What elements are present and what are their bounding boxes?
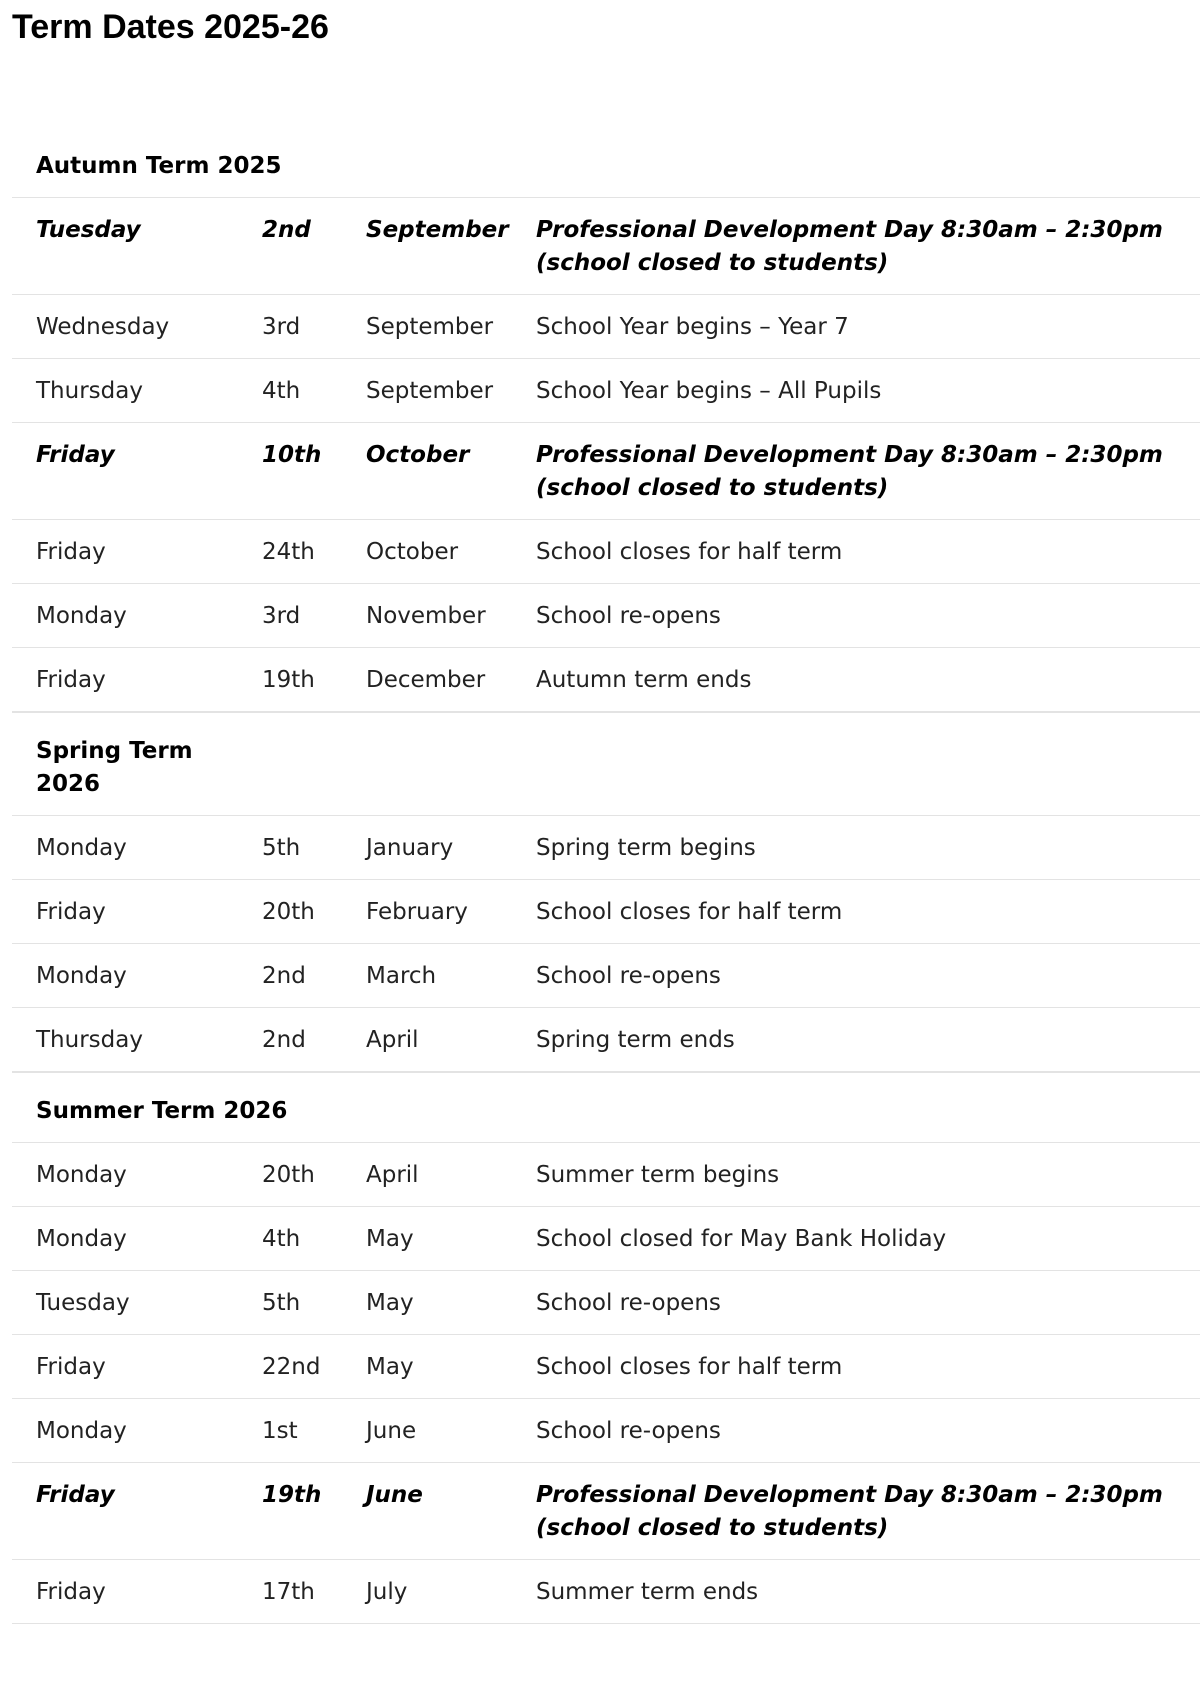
description-cell: School closes for half term	[512, 1335, 1200, 1399]
date-cell: 5th	[238, 816, 342, 880]
day-cell: Monday	[12, 1207, 238, 1271]
month-cell: April	[342, 1008, 512, 1072]
description-cell: Spring term ends	[512, 1008, 1200, 1072]
day-cell: Friday	[12, 423, 238, 520]
month-cell: May	[342, 1207, 512, 1271]
description-cell: Summer term ends	[512, 1560, 1200, 1624]
month-cell: September	[342, 359, 512, 423]
term-dates-table	[12, 128, 1200, 1624]
month-cell: January	[342, 816, 512, 880]
month-cell: June	[342, 1463, 512, 1560]
date-cell: 19th	[238, 1463, 342, 1560]
table-row	[12, 1560, 1200, 1624]
description-cell: Summer term begins	[512, 1143, 1200, 1207]
term-heading-row	[12, 128, 1200, 198]
table-row	[12, 648, 1200, 712]
description-cell: School closed for May Bank Holiday	[512, 1207, 1200, 1271]
date-cell: 3rd	[238, 295, 342, 359]
day-cell: Tuesday	[12, 1271, 238, 1335]
month-cell: July	[342, 1560, 512, 1624]
month-cell: May	[342, 1335, 512, 1399]
day-cell: Friday	[12, 648, 238, 712]
table-row	[12, 1399, 1200, 1463]
description-cell: Spring term begins	[512, 816, 1200, 880]
month-cell: September	[342, 295, 512, 359]
month-cell: March	[342, 944, 512, 1008]
table-row	[12, 1463, 1200, 1560]
date-cell: 3rd	[238, 584, 342, 648]
day-cell: Friday	[12, 520, 238, 584]
table-row	[12, 1143, 1200, 1207]
page-title: Term Dates 2025-26	[12, 8, 329, 46]
term-heading-row	[12, 713, 1200, 816]
date-cell: 24th	[238, 520, 342, 584]
month-cell: June	[342, 1399, 512, 1463]
description-cell: Professional Development Day 8:30am – 2:30pm (school closed to students)	[512, 1463, 1200, 1560]
table-row	[12, 359, 1200, 423]
day-cell: Thursday	[12, 359, 238, 423]
table-row	[12, 880, 1200, 944]
date-cell: 4th	[238, 1207, 342, 1271]
description-cell: School re-opens	[512, 1271, 1200, 1335]
month-cell: September	[342, 198, 512, 295]
day-cell: Monday	[12, 816, 238, 880]
term-heading-cell	[12, 128, 1200, 198]
description-cell: School re-opens	[512, 944, 1200, 1008]
term-dates	[12, 128, 1200, 1624]
table-row	[12, 944, 1200, 1008]
day-cell: Tuesday	[12, 198, 238, 295]
date-cell: 22nd	[238, 1335, 342, 1399]
table-row	[12, 198, 1200, 295]
description-cell: School closes for half term	[512, 880, 1200, 944]
description-cell: Professional Development Day 8:30am – 2:30pm (school closed to students)	[512, 423, 1200, 520]
term-heading: Autumn Term 2025	[36, 153, 282, 179]
date-cell: 2nd	[238, 1008, 342, 1072]
month-cell: December	[342, 648, 512, 712]
date-cell: 19th	[238, 648, 342, 712]
date-cell: 4th	[238, 359, 342, 423]
table-row	[12, 520, 1200, 584]
date-cell: 1st	[238, 1399, 342, 1463]
description-cell: Autumn term ends	[512, 648, 1200, 712]
description-cell: Professional Development Day 8:30am – 2:30pm (school closed to students)	[512, 198, 1200, 295]
term-heading: Summer Term 2026	[36, 1098, 288, 1124]
date-cell: 2nd	[238, 198, 342, 295]
day-cell: Wednesday	[12, 295, 238, 359]
month-cell: April	[342, 1143, 512, 1207]
table-row	[12, 1271, 1200, 1335]
month-cell: May	[342, 1271, 512, 1335]
description-cell: School re-opens	[512, 1399, 1200, 1463]
description-cell: School Year begins – All Pupils	[512, 359, 1200, 423]
description-cell: School closes for half term	[512, 520, 1200, 584]
day-cell: Monday	[12, 944, 238, 1008]
table-row	[12, 295, 1200, 359]
term-heading-cell	[12, 713, 1200, 816]
term-dates-body	[12, 128, 1200, 1624]
date-cell: 2nd	[238, 944, 342, 1008]
term-heading-cell	[12, 1073, 1200, 1143]
date-cell: 10th	[238, 423, 342, 520]
table-row	[12, 1008, 1200, 1072]
table-row	[12, 1207, 1200, 1271]
day-cell: Thursday	[12, 1008, 238, 1072]
day-cell: Friday	[12, 1560, 238, 1624]
day-cell: Monday	[12, 1399, 238, 1463]
month-cell: February	[342, 880, 512, 944]
table-row	[12, 1335, 1200, 1399]
month-cell: October	[342, 520, 512, 584]
day-cell: Monday	[12, 584, 238, 648]
day-cell: Friday	[12, 1463, 238, 1560]
description-cell: School re-opens	[512, 584, 1200, 648]
date-cell: 5th	[238, 1271, 342, 1335]
day-cell: Friday	[12, 1335, 238, 1399]
date-cell: 20th	[238, 1143, 342, 1207]
day-cell: Monday	[12, 1143, 238, 1207]
table-row	[12, 423, 1200, 520]
table-row	[12, 816, 1200, 880]
date-cell: 20th	[238, 880, 342, 944]
month-cell: November	[342, 584, 512, 648]
month-cell: October	[342, 423, 512, 520]
term-heading: Spring Term 2026	[36, 738, 193, 797]
day-cell: Friday	[12, 880, 238, 944]
table-row	[12, 584, 1200, 648]
term-heading-row	[12, 1073, 1200, 1143]
date-cell: 17th	[238, 1560, 342, 1624]
description-cell: School Year begins – Year 7	[512, 295, 1200, 359]
